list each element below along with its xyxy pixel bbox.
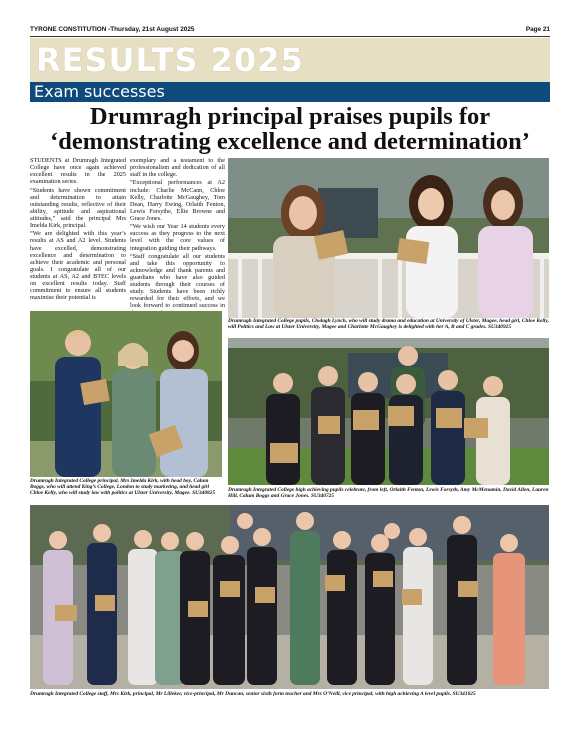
photo-staff-and-pupils — [30, 505, 549, 689]
publication-name: TYRONE CONSTITUTION — [30, 26, 107, 33]
page-number: Page 21 — [525, 26, 550, 33]
photo-high-achievers-caption: Drumragh Integrated College high achieving pupils celebrate, from left, Orlaith Fenton, Lewis Forsyth, Amy McMenamin, David Allen, Lauren Hill, Calum Boggs and Grace Jones. SU340725 — [228, 487, 549, 500]
paragraph: “Students have shown commitment and determination to attain outstanding results, reflective of their ability, aptitude and aspirational attitudes,” said the principal Mrs Imelda Kirk, principal. — [30, 186, 126, 230]
paragraph: “We are delighted with this year’s results at AS and A2 level. Students have excelled, demonstrating excellence and determination to achieve their academic and personal goals. I congratulate all of our students at AS, A2 and BTEC levels on excellent results today. Staff commitment to ensure all students maximise their potential is — [30, 230, 126, 302]
publication-date — [30, 26, 194, 33]
photo-principal-head-pupils — [30, 311, 222, 477]
photo-three-pupils-image — [228, 158, 549, 318]
issue-date: -Thursday, 21st August 2025 — [108, 26, 195, 33]
photo-staff-and-pupils-caption: Drumragh Integrated College staff, Mrs Kirk, principal, Mr Lilleker, vice-principal, Mr Duncan, senior sixth form teacher and Mrs O’Neill, vice principal, with high achieving A level pupils. SU341025 — [30, 691, 476, 697]
masthead — [30, 26, 550, 36]
section-title: RESULTS 2025 — [36, 41, 304, 79]
photo-high-achievers — [228, 338, 549, 485]
paragraph: “Staff congratulate all our students and take this opportunity to acknowledge and thank parents and guardians who have also guided students through their courses of study. Students have been richly rewarded for their efforts, and we look forward to continued success in — [130, 252, 225, 310]
photo-principal-head-pupils-image — [30, 311, 222, 477]
section-subtitle: Exam successes — [34, 82, 165, 101]
photo-high-achievers-image — [228, 338, 549, 485]
photo-three-pupils — [228, 158, 549, 318]
article-column-1 — [30, 157, 126, 302]
article-column-2 — [130, 157, 225, 318]
article-headline: Drumragh principal praises pupils for ‘demonstrating excellence and determination’ — [50, 103, 530, 155]
paragraph: STUDENTS at Drumragh Integrated College have once again achieved excellent results in the 2025 examination series. — [30, 157, 126, 186]
paragraph: “We wish our Year 14 students every success as they progress to the next level with the core values of integration guiding their pathways. — [130, 223, 225, 252]
paragraph: exemplary and a testament to the professionalism and dedication of all staff in the college. — [130, 157, 225, 179]
paragraph: “Exceptional performances at A2 include: Charlie McCann, Chloe Kelly, Charlotte McGaughey, Tom Dean, Harry Ewing, Orlaith Fenton, Lewis Forsythe, Ellie Browne and Grace Jones. — [130, 179, 225, 222]
photo-three-pupils-caption: Drumragh Integrated College pupils, Clodagh Lynch, who will study drama and education at University of Ulster, Magee, head girl, Chloe Kelly, will Politics and Law at Ulster University, Magee and Charlotte McGaughey is delighted with her A, B and C grades. SU340925 — [228, 318, 549, 331]
masthead-rule — [30, 36, 550, 37]
photo-principal-head-pupils-caption: Drumragh Integrated College principal, Mrs Imelda Kirk, with head boy, Calum Boggs, who will attend King’s College, London to study marketing, and head girl Chloe Kelly, who will study law with politics at Ulster University, Magee. SU340825 — [30, 478, 216, 497]
photo-staff-and-pupils-image — [30, 505, 549, 689]
